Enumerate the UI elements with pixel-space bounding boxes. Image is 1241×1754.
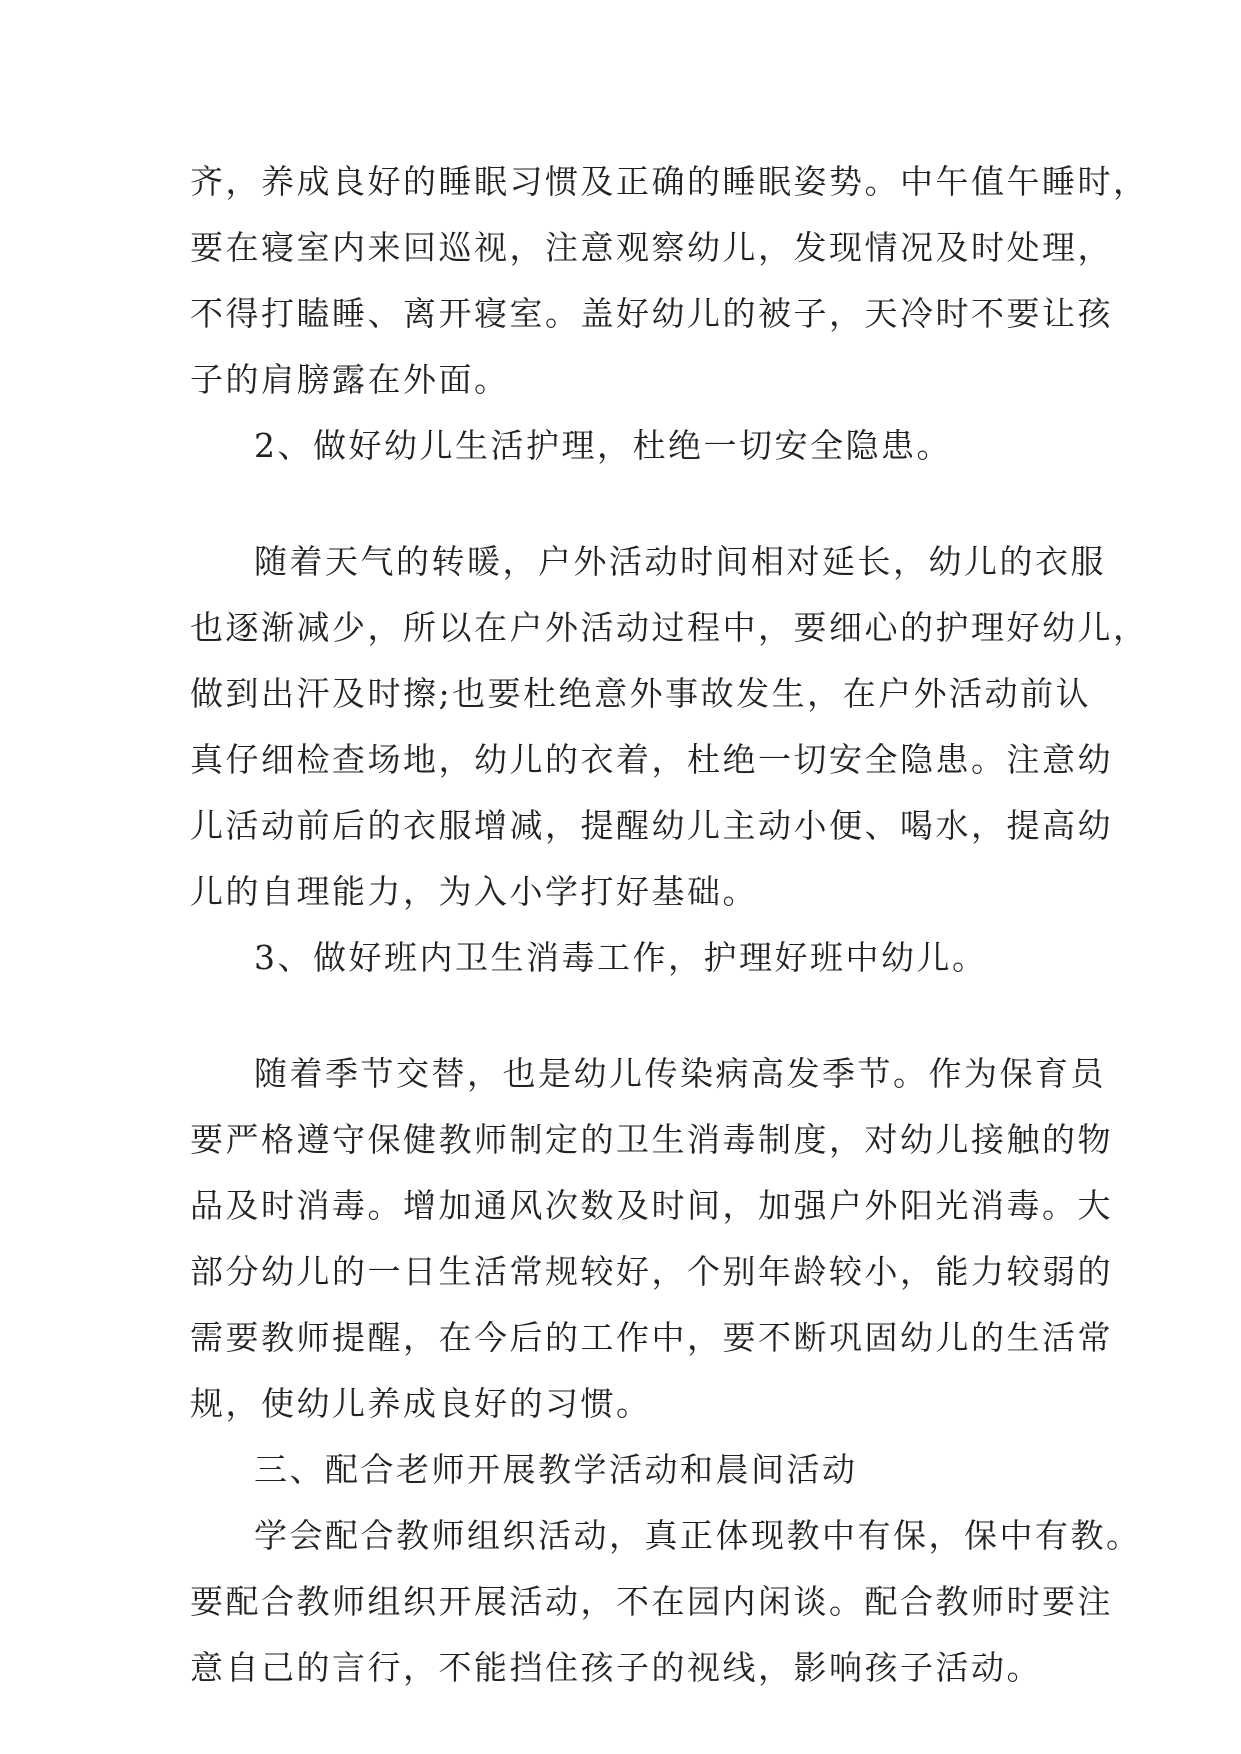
section-heading: 三、配合老师开展教学活动和晨间活动 — [254, 1450, 858, 1489]
text-line: 做到出汗及时擦;也要杜绝意外事故发生，在户外活动前认 — [190, 674, 1092, 713]
text-line: 也逐渐减少，所以在户外活动过程中，要细心的护理好幼儿， — [190, 608, 1149, 647]
text-line: 齐，养成良好的睡眠习惯及正确的睡眠姿势。中午值午睡时， — [190, 162, 1149, 201]
text-line: 部分幼儿的一日生活常规较好，个别年龄较小，能力较弱的 — [190, 1252, 1113, 1291]
text-line: 儿活动前后的衣服增减，提醒幼儿主动小便、喝水，提高幼 — [190, 806, 1113, 845]
text-line: 规，使幼儿养成良好的习惯。 — [190, 1384, 652, 1423]
text-line: 儿的自理能力，为入小学打好基础。 — [190, 872, 758, 911]
text-line: 随着季节交替，也是幼儿传染病高发季节。作为保育员 — [254, 1054, 1106, 1093]
text-line: 需要教师提醒，在今后的工作中，要不断巩固幼儿的生活常 — [190, 1318, 1113, 1357]
text-line: 要在寝室内来回巡视，注意观察幼儿，发现情况及时处理， — [190, 228, 1113, 267]
text-line: 意自己的言行，不能挡住孩子的视线，影响孩子活动。 — [190, 1648, 1042, 1687]
text-line: 品及时消毒。增加通风次数及时间，加强户外阳光消毒。大 — [190, 1186, 1113, 1225]
text-line: 随着天气的转暖，户外活动时间相对延长，幼儿的衣服 — [254, 542, 1106, 581]
section-heading: 2、做好幼儿生活护理，杜绝一切安全隐患。 — [254, 426, 952, 465]
text-line: 要严格遵守保健教师制定的卫生消毒制度，对幼儿接触的物 — [190, 1120, 1113, 1159]
text-line: 真仔细检查场地，幼儿的衣着，杜绝一切安全隐患。注意幼 — [190, 740, 1113, 779]
text-line: 不得打瞌睡、离开寝室。盖好幼儿的被子，天冷时不要让孩 — [190, 294, 1113, 333]
section-heading: 3、做好班内卫生消毒工作，护理好班中幼儿。 — [254, 938, 988, 977]
text-line: 学会配合教师组织活动，真正体现教中有保，保中有教。 — [254, 1516, 1142, 1555]
text-line: 要配合教师组织开展活动，不在园内闲谈。配合教师时要注 — [190, 1582, 1113, 1621]
text-line: 子的肩膀露在外面。 — [190, 360, 510, 399]
